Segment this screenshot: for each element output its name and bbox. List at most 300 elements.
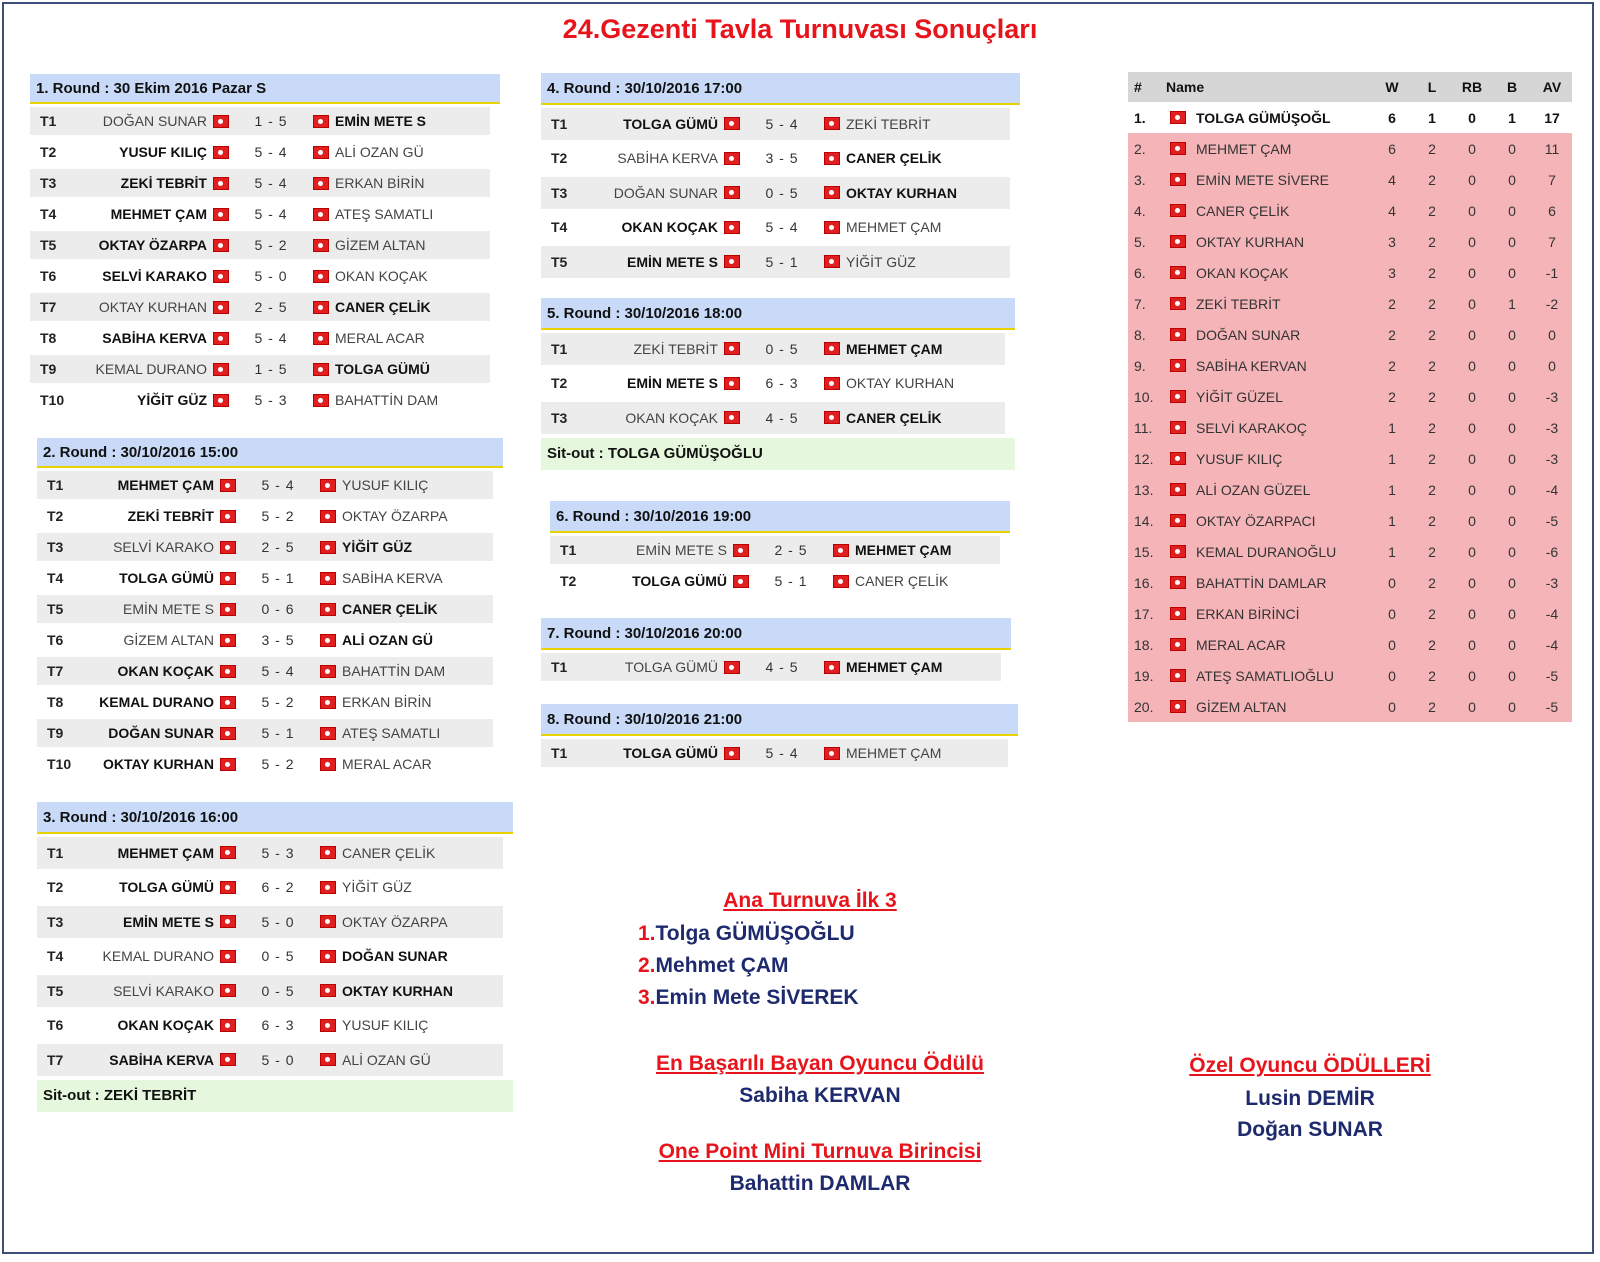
standings-losses: 2 — [1428, 667, 1436, 684]
col-av-header: AV — [1542, 79, 1562, 95]
table-number: T4 — [40, 206, 57, 222]
match-row — [37, 837, 503, 869]
player-two-name: OKTAY ÖZARPA — [342, 508, 448, 524]
standings-losses: 2 — [1428, 698, 1436, 715]
turkey-flag-icon — [320, 541, 336, 554]
player-one-name: SELVİ KARAKO — [113, 982, 214, 999]
standings-player-name: ATEŞ SAMATLIOĞLU — [1196, 667, 1334, 684]
player-two-name: MEHMET ÇAM — [846, 340, 943, 357]
standings-losses: 2 — [1428, 636, 1436, 653]
table-number: T1 — [551, 659, 568, 675]
standings-player-name: GİZEM ALTAN — [1196, 698, 1287, 715]
standings-rb: 0 — [1468, 698, 1476, 715]
match-row — [30, 169, 490, 197]
turkey-flag-icon — [220, 479, 236, 492]
player-two-name: YUSUF KILIÇ — [342, 1017, 429, 1034]
standings-average: 11 — [1544, 140, 1560, 157]
turkey-flag-icon — [1170, 328, 1186, 341]
player-two-name: ALİ OZAN GÜ — [342, 632, 433, 648]
standings-player-name: KEMAL DURANOĞLU — [1196, 543, 1337, 560]
turkey-flag-icon — [724, 221, 740, 234]
player-one-name: OKTAY KURHAN — [98, 299, 207, 315]
player-two-name: CANER ÇELİK — [855, 573, 949, 589]
match-row — [37, 688, 493, 716]
standings-wins: 1 — [1388, 450, 1396, 467]
standings-player — [1166, 203, 1372, 219]
player-one-name: OKAN KOÇAK — [625, 409, 718, 426]
turkey-flag-icon — [320, 510, 336, 523]
player-one-name: MEHMET ÇAM — [110, 206, 207, 222]
player-one-name: KEMAL DURANO — [99, 694, 214, 710]
turkey-flag-icon — [824, 186, 840, 199]
match-score: 5 - 1 — [261, 570, 295, 586]
turkey-flag-icon — [313, 301, 329, 314]
sitout-notice: Sit-out : TOLGA GÜMÜŞOĞLU — [541, 438, 1015, 470]
turkey-flag-icon — [1170, 700, 1186, 713]
round-header: 2. Round : 30/10/2016 15:00 — [37, 438, 503, 468]
standings-rank: 7. — [1134, 295, 1146, 312]
standings-rb: 0 — [1468, 481, 1476, 498]
player-two-name: GİZEM ALTAN — [335, 237, 426, 253]
match-score: 5 - 2 — [254, 237, 288, 253]
match-score: 5 - 4 — [765, 115, 799, 132]
turkey-flag-icon — [833, 544, 849, 557]
player-one-name: KEMAL DURANO — [95, 361, 207, 377]
table-number: T3 — [551, 184, 568, 201]
standings-row — [1128, 195, 1572, 226]
standings-rb: 0 — [1468, 295, 1476, 312]
player-two-name: OKTAY KURHAN — [846, 375, 955, 392]
turkey-flag-icon — [1170, 111, 1186, 124]
match-score: 5 - 4 — [254, 144, 288, 160]
match-score: 5 - 4 — [765, 219, 799, 236]
match-score: 6 - 3 — [765, 375, 799, 392]
standings-wins: 3 — [1388, 264, 1396, 281]
standings-wins: 1 — [1388, 543, 1396, 560]
table-number: T5 — [47, 982, 64, 999]
standings-player — [1166, 265, 1372, 281]
standings-rank: 10. — [1134, 388, 1154, 405]
match-score: 5 - 3 — [261, 844, 295, 861]
standings-rb: 0 — [1468, 326, 1476, 343]
match-score: 4 - 5 — [765, 659, 799, 675]
standings-losses: 2 — [1428, 171, 1436, 188]
round-header: 1. Round : 30 Ekim 2016 Pazar S — [30, 74, 500, 104]
turkey-flag-icon — [320, 665, 336, 678]
turkey-flag-icon — [824, 117, 840, 130]
round-panel-4 — [541, 73, 1020, 278]
match-score: 5 - 2 — [261, 694, 295, 710]
table-number: T3 — [551, 409, 568, 426]
standings-player — [1166, 575, 1372, 591]
standings-row — [1128, 660, 1572, 691]
turkey-flag-icon — [220, 984, 236, 997]
turkey-flag-icon — [833, 575, 849, 588]
player-one-name: TOLGA GÜMÜ — [623, 115, 718, 132]
table-number: T5 — [551, 253, 568, 270]
standings-row — [1128, 133, 1572, 164]
match-row — [37, 564, 493, 592]
player-one-name: EMİN METE S — [626, 253, 718, 270]
standings-row — [1128, 226, 1572, 257]
standings-row — [1128, 288, 1572, 319]
standings-losses: 2 — [1428, 481, 1436, 498]
match-row — [37, 750, 493, 778]
turkey-flag-icon — [320, 950, 336, 963]
standings-wins: 3 — [1388, 233, 1396, 250]
standings-wins: 6 — [1388, 140, 1396, 157]
standings-wins: 0 — [1388, 667, 1396, 684]
standings-rank: 4. — [1134, 202, 1146, 219]
standings-average: -5 — [1545, 512, 1559, 529]
match-row — [541, 402, 1005, 434]
turkey-flag-icon — [320, 572, 336, 585]
round-panel-8 — [541, 704, 1018, 767]
match-score: 5 - 1 — [765, 253, 799, 270]
turkey-flag-icon — [1170, 576, 1186, 589]
table-number: T8 — [47, 694, 64, 710]
player-one-name: DOĞAN SUNAR — [108, 725, 214, 741]
turkey-flag-icon — [213, 146, 229, 159]
turkey-flag-icon — [213, 208, 229, 221]
standings-rank: 8. — [1134, 326, 1146, 343]
standings-player-name: SABİHA KERVAN — [1196, 357, 1307, 374]
player-two-name: OKAN KOÇAK — [335, 268, 428, 284]
standings-b: 0 — [1508, 388, 1516, 405]
standings-rank: 12. — [1134, 450, 1154, 467]
standings-b: 0 — [1508, 605, 1516, 622]
round-header: 7. Round : 30/10/2016 20:00 — [541, 618, 1011, 650]
match-row — [541, 368, 1005, 400]
table-number: T1 — [560, 542, 577, 558]
match-score: 0 - 5 — [765, 340, 799, 357]
col-l-header: L — [1427, 79, 1437, 95]
player-one-name: DOĞAN SUNAR — [102, 113, 207, 129]
standings-b: 0 — [1508, 202, 1516, 219]
turkey-flag-icon — [213, 270, 229, 283]
turkey-flag-icon — [213, 239, 229, 252]
standings-rb: 0 — [1468, 543, 1476, 560]
match-row — [30, 138, 490, 166]
match-score: 6 - 2 — [261, 879, 295, 896]
round-header: 8. Round : 30/10/2016 21:00 — [541, 704, 1018, 736]
standings-average: 6 — [1548, 202, 1556, 219]
standings-b: 0 — [1508, 512, 1516, 529]
turkey-flag-icon — [1170, 638, 1186, 651]
table-number: T2 — [47, 508, 64, 524]
standings-losses: 2 — [1428, 512, 1436, 529]
turkey-flag-icon — [213, 332, 229, 345]
turkey-flag-icon — [1170, 452, 1186, 465]
standings-losses: 2 — [1428, 605, 1436, 622]
table-number: T2 — [40, 144, 57, 160]
standings-b: 0 — [1508, 481, 1516, 498]
turkey-flag-icon — [220, 915, 236, 928]
match-score: 5 - 3 — [254, 392, 288, 408]
player-one-name: SELVİ KARAKO — [102, 268, 207, 284]
player-one-name: TOLGA GÜMÜ — [632, 573, 727, 589]
match-row — [30, 355, 490, 383]
top3-first-name: Tolga GÜMÜŞOĞLU — [655, 922, 855, 945]
special-award-title: Özel Oyuncu ÖDÜLLERİ — [1189, 1054, 1431, 1077]
match-score: 2 - 5 — [774, 542, 808, 558]
standings-player-name: OKAN KOÇAK — [1196, 264, 1289, 281]
match-score: 0 - 6 — [261, 601, 295, 617]
standings-row — [1128, 257, 1572, 288]
special-award-winner-1: Lusin DEMİR — [1245, 1087, 1375, 1110]
turkey-flag-icon — [220, 727, 236, 740]
standings-wins: 4 — [1388, 202, 1396, 219]
turkey-flag-icon — [824, 377, 840, 390]
match-row — [37, 657, 493, 685]
standings-table — [1128, 72, 1572, 722]
standings-row — [1128, 164, 1572, 195]
player-one-name: OKTAY ÖZARPA — [98, 237, 207, 253]
turkey-flag-icon — [320, 881, 336, 894]
turkey-flag-icon — [220, 1019, 236, 1032]
standings-row — [1128, 598, 1572, 629]
standings-player-name: OKTAY KURHAN — [1196, 233, 1305, 250]
standings-player — [1166, 358, 1372, 374]
table-number: T4 — [47, 948, 64, 965]
round-panel-5 — [541, 298, 1015, 470]
standings-player-name: YUSUF KILIÇ — [1196, 450, 1283, 467]
table-number: T7 — [47, 1051, 64, 1068]
standings-player — [1166, 699, 1372, 715]
standings-rank: 6. — [1134, 264, 1146, 281]
standings-average: -3 — [1545, 388, 1559, 405]
standings-losses: 2 — [1428, 233, 1436, 250]
turkey-flag-icon — [313, 332, 329, 345]
turkey-flag-icon — [733, 575, 749, 588]
match-score: 5 - 0 — [254, 268, 288, 284]
round-header: 3. Round : 30/10/2016 16:00 — [37, 802, 513, 834]
turkey-flag-icon — [1170, 545, 1186, 558]
standings-b: 0 — [1508, 419, 1516, 436]
standings-rb: 0 — [1468, 264, 1476, 281]
table-number: T1 — [47, 844, 64, 861]
standings-player-name: ZEKİ TEBRİT — [1196, 295, 1281, 312]
player-one-name: OKAN KOÇAK — [117, 1017, 214, 1034]
player-two-name: YİĞİT GÜZ — [342, 879, 412, 896]
match-row — [30, 231, 490, 259]
table-number: T2 — [551, 375, 568, 392]
standings-rb: 0 — [1468, 171, 1476, 188]
col-rank-header: # — [1134, 79, 1142, 95]
player-one-name: MEHMET ÇAM — [117, 844, 214, 861]
player-two-name: BAHATTİN DAM — [342, 663, 446, 679]
round-panel-1 — [30, 74, 500, 414]
turkey-flag-icon — [824, 255, 840, 268]
standings-player-name: EMİN METE SİVERE — [1196, 171, 1330, 188]
match-score: 1 - 5 — [254, 361, 288, 377]
table-number: T4 — [47, 570, 64, 586]
standings-average: 0 — [1548, 357, 1556, 374]
standings-wins: 2 — [1388, 388, 1396, 405]
standings-b: 0 — [1508, 171, 1516, 188]
match-row — [37, 941, 503, 973]
table-number: T6 — [47, 1017, 64, 1034]
turkey-flag-icon — [320, 758, 336, 771]
standings-rank: 14. — [1134, 512, 1154, 529]
table-number: T7 — [40, 299, 57, 315]
turkey-flag-icon — [724, 411, 740, 424]
col-rb-header: RB — [1461, 79, 1483, 95]
player-two-name: BAHATTİN DAM — [335, 392, 439, 408]
player-one-name: TOLGA GÜMÜ — [119, 879, 214, 896]
table-number: T10 — [40, 392, 65, 408]
round-header: 4. Round : 30/10/2016 17:00 — [541, 73, 1020, 105]
player-two-name: CANER ÇELİK — [342, 601, 438, 617]
standings-average: -1 — [1545, 264, 1559, 281]
turkey-flag-icon — [1170, 421, 1186, 434]
standings-rank: 3. — [1134, 171, 1146, 188]
standings-rb: 0 — [1468, 512, 1476, 529]
standings-player-name: OKTAY ÖZARPACI — [1196, 512, 1316, 529]
standings-rank: 13. — [1134, 481, 1154, 498]
top3-third-name: Emin Mete SİVEREK — [655, 986, 859, 1009]
standings-row — [1128, 536, 1572, 567]
player-one-name: EMİN METE S — [626, 375, 718, 392]
standings-player-name: MERAL ACAR — [1196, 636, 1286, 653]
standings-average: -5 — [1545, 698, 1559, 715]
standings-row — [1128, 443, 1572, 474]
standings-row — [1128, 102, 1572, 133]
match-score: 0 - 5 — [261, 982, 295, 999]
turkey-flag-icon — [1170, 669, 1186, 682]
match-score: 5 - 4 — [254, 206, 288, 222]
turkey-flag-icon — [213, 363, 229, 376]
standings-average: -4 — [1545, 605, 1559, 622]
standings-player-name: BAHATTİN DAMLAR — [1196, 574, 1327, 591]
turkey-flag-icon — [1170, 173, 1186, 186]
standings-rank: 2. — [1134, 140, 1146, 157]
top3-third-num: 3. — [638, 986, 656, 1009]
player-two-name: CANER ÇELİK — [846, 409, 942, 426]
player-two-name: MEHMET ÇAM — [855, 542, 952, 558]
match-row — [550, 567, 1000, 595]
player-one-name: SELVİ KARAKO — [113, 539, 214, 555]
turkey-flag-icon — [220, 541, 236, 554]
player-one-name: EMİN METE S — [122, 601, 214, 617]
turkey-flag-icon — [213, 394, 229, 407]
player-two-name: MEHMET ÇAM — [846, 745, 942, 761]
match-score: 5 - 2 — [261, 756, 295, 772]
turkey-flag-icon — [1170, 297, 1186, 310]
standings-wins: 0 — [1388, 636, 1396, 653]
player-two-name: CANER ÇELİK — [342, 844, 436, 861]
page-title: 24.Gezenti Tavla Turnuvası Sonuçları — [562, 14, 1038, 44]
turkey-flag-icon — [824, 747, 840, 760]
player-two-name: YUSUF KILIÇ — [342, 477, 429, 493]
standings-player — [1166, 141, 1372, 157]
standings-rb: 0 — [1468, 574, 1476, 591]
turkey-flag-icon — [320, 603, 336, 616]
standings-player-name: MEHMET ÇAM — [1196, 140, 1292, 157]
standings-row — [1128, 505, 1572, 536]
turkey-flag-icon — [220, 696, 236, 709]
standings-player-name: CANER ÇELİK — [1196, 202, 1290, 219]
match-score: 3 - 5 — [261, 632, 295, 648]
standings-player — [1166, 637, 1372, 653]
turkey-flag-icon — [724, 152, 740, 165]
turkey-flag-icon — [1170, 359, 1186, 372]
player-two-name: CANER ÇELİK — [846, 150, 942, 167]
match-score: 5 - 4 — [254, 175, 288, 191]
standings-wins: 1 — [1388, 419, 1396, 436]
standings-b: 0 — [1508, 574, 1516, 591]
match-score: 0 - 5 — [261, 948, 295, 965]
round-panel-2 — [37, 438, 503, 778]
turkey-flag-icon — [220, 634, 236, 647]
standings-losses: 2 — [1428, 140, 1436, 157]
match-score: 2 - 5 — [254, 299, 288, 315]
standings-b: 1 — [1508, 109, 1516, 126]
standings-player-name: YİĞİT GÜZEL — [1196, 388, 1283, 405]
standings-losses: 1 — [1428, 109, 1436, 126]
match-row — [541, 143, 1010, 175]
top3-second-num: 2. — [638, 954, 656, 977]
round-header: 5. Round : 30/10/2016 18:00 — [541, 298, 1015, 330]
turkey-flag-icon — [724, 377, 740, 390]
match-row — [37, 502, 493, 530]
standings-b: 0 — [1508, 698, 1516, 715]
match-row — [37, 533, 493, 561]
standings-average: 7 — [1548, 233, 1556, 250]
standings-average: -2 — [1545, 295, 1559, 312]
turkey-flag-icon — [824, 221, 840, 234]
standings-rb: 0 — [1468, 357, 1476, 374]
turkey-flag-icon — [320, 727, 336, 740]
player-two-name: SABİHA KERVA — [342, 570, 443, 586]
standings-player — [1166, 482, 1372, 498]
sitout-notice: Sit-out : ZEKİ TEBRİT — [37, 1080, 513, 1112]
turkey-flag-icon — [724, 747, 740, 760]
standings-average: 17 — [1544, 109, 1560, 126]
player-one-name: TOLGA GÜMÜ — [624, 659, 718, 675]
table-number: T2 — [47, 879, 64, 896]
standings-average: -6 — [1545, 543, 1559, 560]
table-number: T3 — [40, 175, 57, 191]
standings-rb: 0 — [1468, 419, 1476, 436]
standings-rank: 20. — [1134, 698, 1154, 715]
standings-average: -3 — [1545, 574, 1559, 591]
match-score: 2 - 5 — [261, 539, 295, 555]
match-score: 5 - 4 — [765, 745, 799, 761]
match-row — [541, 653, 1001, 681]
player-one-name: GİZEM ALTAN — [123, 632, 214, 648]
turkey-flag-icon — [1170, 483, 1186, 496]
player-two-name: ALİ OZAN GÜ — [342, 1051, 431, 1068]
match-score: 5 - 0 — [261, 1051, 295, 1068]
standings-player — [1166, 513, 1372, 529]
player-one-name: EMİN METE S — [122, 913, 214, 930]
player-two-name: ALİ OZAN GÜ — [335, 144, 424, 160]
standings-b: 0 — [1508, 233, 1516, 250]
standings-losses: 2 — [1428, 574, 1436, 591]
match-row — [37, 471, 493, 499]
player-two-name: ATEŞ SAMATLI — [342, 725, 441, 741]
standings-player — [1166, 451, 1372, 467]
player-one-name: OKAN KOÇAK — [621, 219, 718, 236]
onepoint-award-winner: Bahattin DAMLAR — [729, 1172, 911, 1195]
standings-wins: 4 — [1388, 171, 1396, 188]
player-one-name: KEMAL DURANO — [102, 948, 214, 965]
table-number: T7 — [47, 663, 64, 679]
col-b-header: B — [1506, 79, 1518, 95]
table-number: T3 — [47, 913, 64, 930]
standings-rank: 18. — [1134, 636, 1154, 653]
